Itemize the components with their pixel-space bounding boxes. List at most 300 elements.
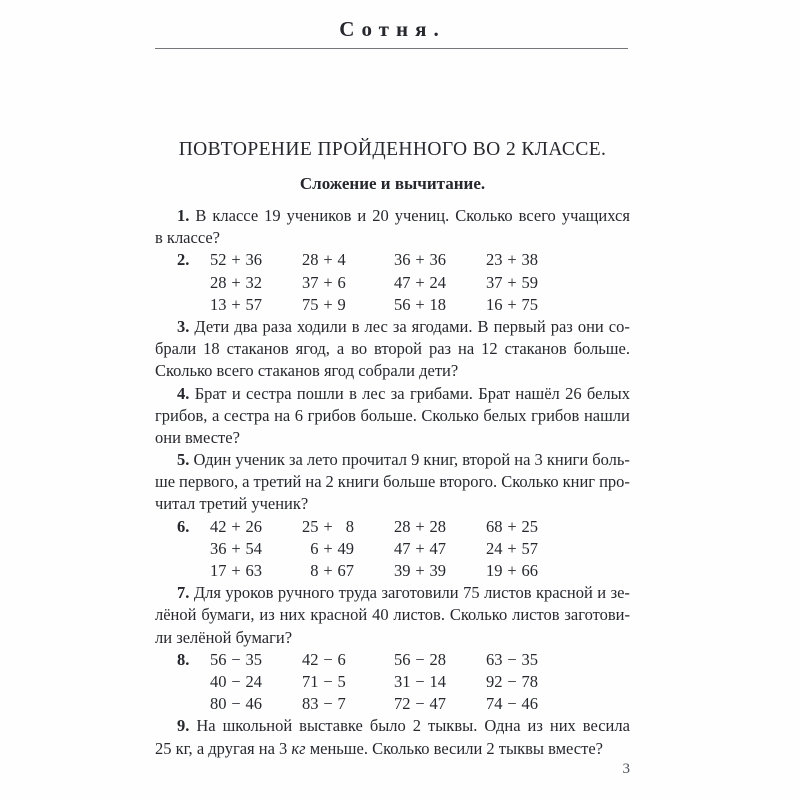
operator: − (231, 671, 241, 691)
problem-7 (155, 582, 630, 649)
operand-left: 72 (394, 694, 411, 714)
word: за (288, 450, 303, 470)
operand-left: 36 (210, 538, 227, 558)
word: меньше. (309, 738, 368, 758)
word: пошли (296, 383, 344, 403)
operand-left: 68 (486, 516, 503, 536)
operand-right: 49 (337, 538, 354, 558)
exercise-cell (486, 272, 630, 294)
word: ли (155, 627, 173, 647)
exercise-cell (302, 693, 394, 715)
operand-right: 8 (345, 516, 354, 536)
operator: + (415, 516, 425, 536)
operator: + (323, 561, 333, 580)
exercise-cell (486, 693, 630, 715)
word: два (234, 316, 258, 336)
word: стаканов (504, 339, 567, 359)
word: больше. (573, 339, 630, 359)
text-line (155, 582, 630, 604)
operand-right: 46 (521, 694, 538, 714)
operand-left: 37 (302, 272, 319, 292)
problem-9 (155, 715, 630, 759)
word: раз (550, 316, 573, 336)
word: 26 (565, 383, 582, 403)
exercise-cell (302, 249, 394, 271)
word: нашли (583, 405, 630, 425)
word: ручного (277, 583, 335, 603)
word: грибов (531, 405, 580, 425)
word: больше. (360, 405, 417, 425)
word: боль- (592, 450, 630, 470)
word: них (279, 605, 306, 625)
operator: + (415, 294, 425, 314)
exercise-row (155, 560, 630, 582)
operator: + (507, 516, 517, 536)
text-line (155, 604, 630, 626)
word: весила (582, 716, 630, 736)
operand-left: 83 (302, 694, 319, 714)
operand-right: 36 (245, 250, 262, 270)
operand-right: 78 (521, 671, 538, 691)
operand-right: 66 (521, 561, 538, 580)
exercise-cell (486, 671, 630, 693)
problem-number: 3. (177, 316, 190, 336)
word: уроков (225, 583, 274, 603)
section-title: ПОВТОРЕНИЕ ПРОЙДЕННОГО ВО 2 КЛАССЕ. (178, 139, 607, 160)
word: Сколько (501, 472, 559, 492)
operand-right: 6 (337, 272, 346, 292)
word: тыквы. (428, 716, 478, 736)
word: было (369, 716, 406, 736)
text-line (155, 493, 630, 515)
operand-left: 52 (210, 250, 227, 270)
operand-left: 13 (210, 294, 227, 314)
operand-right: 35 (521, 649, 538, 669)
word: Для (193, 583, 221, 603)
operator: − (415, 694, 425, 714)
word: На (196, 716, 216, 736)
operator: + (507, 250, 517, 270)
word: третий (253, 472, 302, 492)
word: на (258, 738, 275, 758)
word: на (514, 450, 531, 470)
operator: − (507, 649, 517, 669)
exercise-cell (486, 294, 630, 316)
operand-left: 56 (394, 294, 411, 314)
word: второй (374, 339, 422, 359)
text-line (155, 427, 630, 449)
operator: − (323, 694, 333, 714)
operand-left: 36 (394, 250, 411, 270)
word: 19 (264, 206, 281, 225)
operand-right: 47 (429, 538, 446, 558)
word: в (351, 316, 360, 336)
exercise-cell (210, 649, 302, 671)
problem-number: 1. (177, 206, 190, 225)
word: раз (428, 339, 452, 359)
exercise-cell (210, 294, 302, 316)
word: труда (338, 583, 377, 603)
operand-right: 7 (337, 694, 346, 714)
exercise-cell (486, 560, 630, 582)
exercise-row (155, 516, 630, 538)
operand-right: 47 (429, 694, 446, 714)
word: классе (212, 206, 259, 225)
exercise-cell (394, 560, 486, 582)
word: и (357, 206, 367, 225)
operator: − (415, 649, 425, 669)
word: и (597, 583, 607, 603)
exercise-cell (394, 249, 486, 271)
word: лёной (155, 605, 197, 625)
text-line (155, 715, 630, 737)
operator: + (415, 272, 425, 292)
exercise-cell (486, 538, 630, 560)
word: дети? (419, 361, 459, 381)
operator: − (323, 671, 333, 691)
operator: − (323, 649, 333, 669)
word: 6 (294, 405, 304, 425)
word: другая (208, 738, 255, 758)
text-line (155, 738, 630, 760)
operand-right: 36 (429, 250, 446, 270)
word: на (274, 405, 291, 425)
operand-left: 16 (486, 294, 503, 314)
word: ше (155, 472, 176, 492)
word: кг (291, 738, 306, 758)
word: 40 (372, 605, 389, 625)
word: бумаги? (235, 627, 293, 647)
word: Дети (194, 316, 230, 336)
operand-left: 28 (302, 250, 319, 270)
word: брали (155, 339, 197, 359)
problem-number: 5. (177, 450, 190, 470)
word: красной (310, 605, 368, 625)
page-number: 3 (622, 761, 630, 777)
word: за (392, 316, 407, 336)
word: прочитал (341, 450, 407, 470)
operand-left: 6 (310, 538, 319, 558)
word: раза (262, 316, 292, 336)
operator: + (231, 294, 241, 314)
word: сестра (223, 405, 270, 425)
exercise-cell (486, 249, 630, 271)
word: зе- (610, 583, 630, 603)
operand-right: 24 (429, 272, 446, 292)
word: школьной (222, 716, 293, 736)
word: ягод, (295, 339, 330, 359)
word: читал (155, 494, 196, 514)
word: 18 (203, 339, 220, 359)
problem-number: 7. (177, 583, 190, 603)
word: Сколько (155, 361, 213, 381)
word: а (196, 738, 205, 758)
operator: + (231, 250, 241, 270)
problem-3 (155, 316, 630, 383)
word: заготовили (381, 583, 459, 603)
problem-number: 9. (177, 716, 190, 736)
exercise-cell (210, 693, 302, 715)
word: ягодами. (411, 316, 473, 336)
running-header: Сотня. (339, 17, 446, 41)
word: грибами. (409, 383, 473, 403)
exercise-cell (210, 272, 302, 294)
operand-left: 23 (486, 250, 503, 270)
word: Сколько (455, 206, 513, 225)
word: Одна (484, 716, 521, 736)
word: нашёл (515, 383, 560, 403)
operand-right: 39 (429, 561, 446, 580)
word: а (212, 405, 220, 425)
word: первого, (179, 472, 239, 492)
word: Сколько (421, 405, 479, 425)
operand-right: 5 (337, 671, 346, 691)
word: весили (433, 738, 483, 758)
exercise-row (155, 272, 630, 294)
word: книги (337, 472, 380, 492)
word: бумаги, (201, 605, 255, 625)
word: лес (362, 383, 386, 403)
word: листов. (393, 605, 445, 625)
operand-right: 25 (521, 516, 538, 536)
exercise-row (155, 671, 630, 693)
word: белых (586, 383, 630, 403)
word: Брат (194, 383, 227, 403)
exercise-cell (302, 538, 394, 560)
word: из (259, 605, 275, 625)
operand-right: 54 (245, 538, 262, 558)
operand-left: 56 (394, 649, 411, 669)
word: 2 (486, 738, 495, 758)
text-line (155, 205, 630, 227)
problems-list (155, 205, 630, 760)
operand-right: 67 (337, 561, 354, 580)
exercise-cell (302, 560, 394, 582)
word: учениц. (394, 206, 450, 225)
word: со- (608, 316, 630, 336)
exercise-cell (210, 538, 302, 560)
word: листов (512, 605, 560, 625)
word: во (351, 339, 368, 359)
problem-number: 2. (177, 250, 190, 270)
text-line (155, 316, 630, 338)
operand-left: 8 (310, 561, 319, 580)
problem-number: 6. (177, 516, 190, 536)
word: лето (306, 450, 338, 470)
operator: + (323, 250, 333, 270)
word: 9 (411, 450, 420, 470)
word: ученик? (251, 494, 309, 514)
word: учеников (286, 206, 352, 225)
problem-number: 8. (177, 649, 190, 669)
word: 3 (534, 450, 543, 470)
operand-right: 28 (429, 649, 446, 669)
word: всего (518, 206, 556, 225)
word: учащихся (561, 206, 630, 225)
operator: + (507, 294, 517, 314)
text-line (155, 627, 630, 649)
operand-right: 14 (429, 671, 446, 691)
text-line (155, 338, 630, 360)
word: вместе? (185, 427, 240, 447)
operator: + (231, 561, 241, 580)
word: а (242, 472, 250, 492)
exercise-cell (394, 272, 486, 294)
operand-right: 57 (521, 538, 538, 558)
operand-left: 37 (486, 272, 503, 292)
word: 25 (155, 738, 172, 758)
word: 3 (279, 738, 288, 758)
exercise-cell (394, 671, 486, 693)
text-line (155, 449, 630, 471)
exercise-row (155, 693, 630, 715)
exercise-row (155, 538, 630, 560)
word: за (390, 383, 405, 403)
word: ученик (235, 450, 285, 470)
operand-right: 32 (245, 272, 262, 292)
operand-left: 42 (210, 516, 227, 536)
problem-8 (155, 649, 630, 716)
operand-left: 25 (302, 516, 319, 536)
operand-right: 9 (337, 294, 346, 314)
text-line (155, 227, 630, 249)
word: первый (493, 316, 546, 336)
word: третий (199, 494, 248, 514)
word: собрали (358, 361, 415, 381)
operator: + (231, 538, 241, 558)
word: сестра (246, 383, 292, 403)
word: всего (216, 361, 254, 381)
operand-right: 6 (337, 649, 346, 669)
word: вместе? (548, 738, 603, 758)
operand-left: 31 (394, 671, 411, 691)
operand-left: 71 (302, 671, 319, 691)
operand-right: 57 (245, 294, 262, 314)
operand-right: 35 (245, 649, 262, 669)
word: Сколько (372, 738, 430, 758)
exercise-cell (486, 516, 630, 538)
operand-right: 63 (245, 561, 262, 580)
exercise-cell (394, 294, 486, 316)
word: заготови- (564, 605, 630, 625)
operand-left: 80 (210, 694, 227, 714)
word: красной (535, 583, 593, 603)
exercise-cell (210, 671, 302, 693)
word: стаканов (257, 361, 320, 381)
word: 75 (463, 583, 480, 603)
word: классе? (166, 228, 220, 248)
operand-left: 40 (210, 671, 227, 691)
operand-left: 42 (302, 649, 319, 669)
operand-left: 17 (210, 561, 227, 580)
word: листов (484, 583, 532, 603)
operand-right: 26 (245, 516, 262, 536)
word: грибов (307, 405, 356, 425)
operand-right: 75 (521, 294, 538, 314)
word: Сколько (449, 605, 508, 625)
operator: − (231, 694, 241, 714)
word: них (549, 716, 576, 736)
problem-1 (155, 205, 630, 249)
operand-left: 47 (394, 538, 411, 558)
operand-right: 38 (521, 250, 538, 270)
word: второй (462, 450, 511, 470)
subsection-title: Сложение и вычитание. (299, 174, 486, 193)
operand-right: 28 (429, 516, 446, 536)
word: из (527, 716, 543, 736)
word: 12 (481, 339, 498, 359)
operator: + (323, 516, 333, 536)
word: они (577, 316, 604, 336)
header-rule (155, 48, 628, 49)
text-line (155, 383, 630, 405)
exercise-cell (302, 649, 394, 671)
exercise-row (155, 294, 630, 316)
word: зелёной (176, 627, 232, 647)
word: второго. (439, 472, 498, 492)
exercise-cell (394, 538, 486, 560)
word: стаканов (226, 339, 289, 359)
problem-5 (155, 449, 630, 516)
operand-left: 56 (210, 649, 227, 669)
operand-left: 24 (486, 538, 503, 558)
operator: + (507, 272, 517, 292)
operand-left: 74 (486, 694, 503, 714)
word: В (195, 206, 207, 225)
exercise-cell (210, 560, 302, 582)
word: выставке (299, 716, 363, 736)
operand-right: 59 (521, 272, 538, 292)
operand-left: 47 (394, 272, 411, 292)
word: на (305, 472, 322, 492)
problem-6 (155, 516, 630, 583)
exercise-row (155, 249, 630, 271)
exercise-cell (302, 516, 394, 538)
word: 2 (325, 472, 334, 492)
exercise-cell (210, 516, 302, 538)
operator: + (415, 250, 425, 270)
operator: + (415, 561, 425, 580)
operator: + (231, 516, 241, 536)
word: Брат (478, 383, 511, 403)
word: они (155, 427, 181, 447)
text-line (155, 405, 630, 427)
exercise-cell (394, 693, 486, 715)
exercise-cell (394, 649, 486, 671)
problem-number: 4. (177, 383, 190, 403)
exercise-row (155, 649, 630, 671)
operator: + (323, 538, 333, 558)
operator: − (507, 671, 517, 691)
operator: − (507, 694, 517, 714)
word: кг, (175, 738, 193, 758)
word: лес (364, 316, 388, 336)
word: книг, (423, 450, 459, 470)
operator: + (507, 538, 517, 558)
text-line (155, 360, 630, 382)
word: белых (483, 405, 527, 425)
operand-right: 24 (245, 671, 262, 691)
word: и (231, 383, 241, 403)
operand-left: 75 (302, 294, 319, 314)
word: ходили (296, 316, 347, 336)
operator: + (231, 272, 241, 292)
exercise-cell (302, 272, 394, 294)
text-line (155, 471, 630, 493)
operand-left: 39 (394, 561, 411, 580)
word: Один (193, 450, 232, 470)
word: про- (599, 472, 630, 492)
